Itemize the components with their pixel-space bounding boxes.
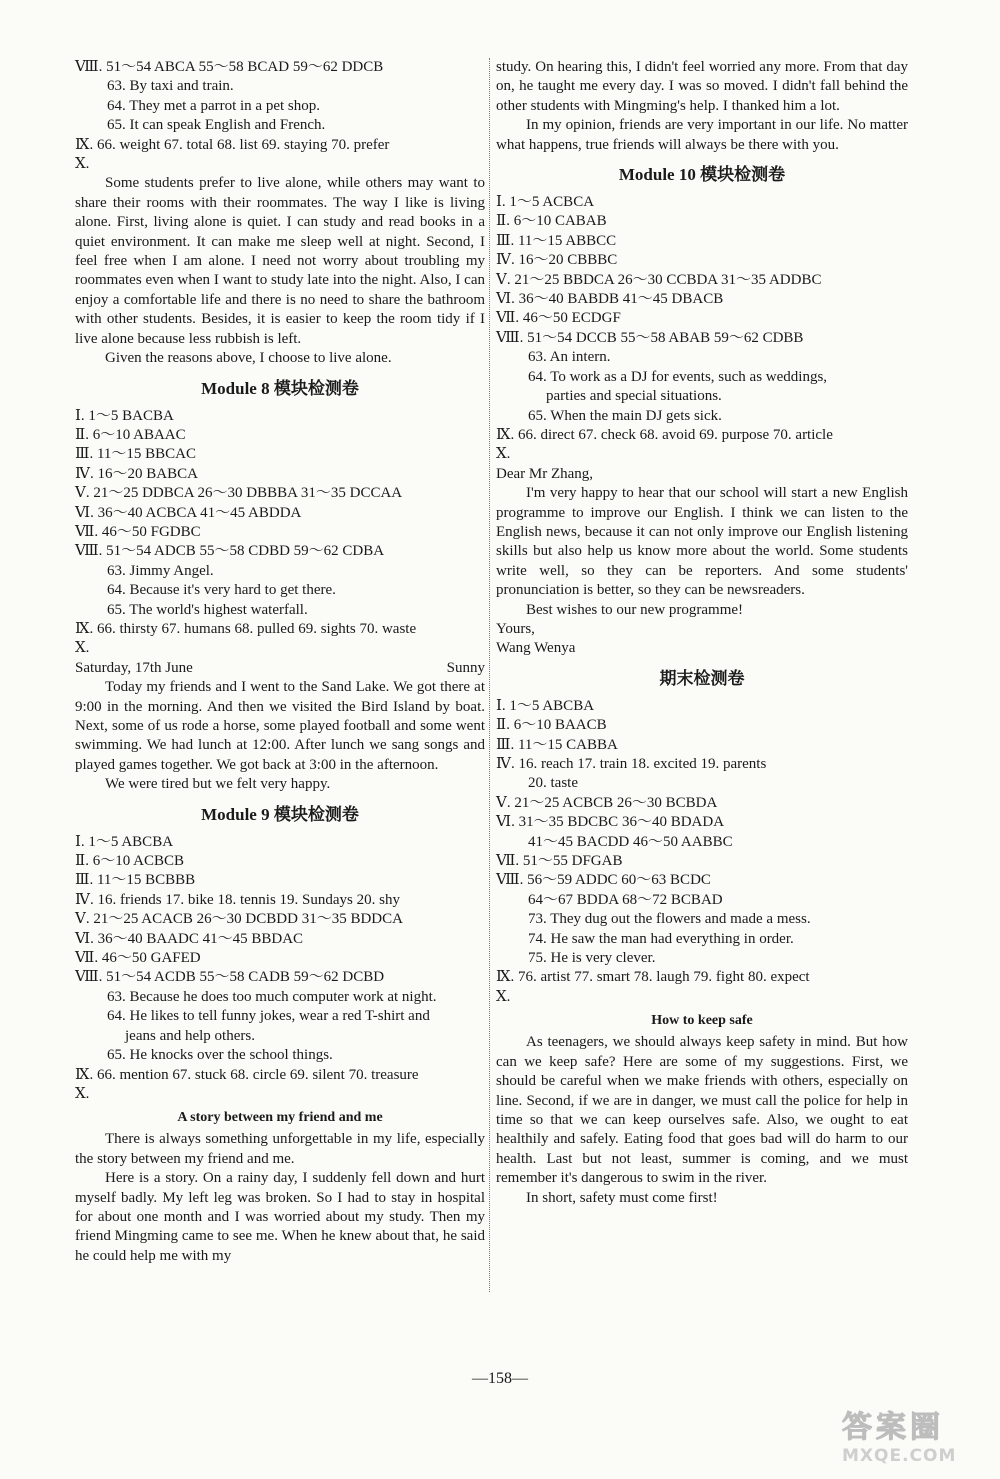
answer-line-vii: Ⅶ. 46～50 GAFED	[75, 950, 201, 967]
section-title-module-8: Module 8 模块检测卷	[201, 378, 359, 398]
answer-line-viii: Ⅷ. 51～54 ABCA 55～58 BCAD 59～62 DDCB	[75, 59, 384, 75]
answer-line-x: Ⅹ.	[496, 446, 511, 463]
answer-64: 64. To work as a DJ for events, such as weddings,	[528, 368, 828, 385]
diary-header	[75, 659, 485, 678]
answer-65: 65. It can speak English and French.	[107, 117, 326, 134]
answer-63: 63. Because he does too much computer work at night.	[107, 988, 437, 1005]
watermark-text: 答案圈	[842, 1410, 944, 1445]
answer-64: 64. They met a parrot in a pet shop.	[107, 97, 321, 114]
answer-73: 73. They dug out the flowers and made a mess.	[528, 911, 811, 928]
watermark-logo	[842, 1410, 992, 1474]
essay-paragraph: As teenagers, we should always keep safety in mind. But how can we keep safe? Here are some of my suggestions. First, we should be careful when we make friends with others, especially on line. Second, if we are in danger, we must call the police for help in time so that we can keep ourselves safe. Also, we ought to eat healthily and safely. Eating food that goes bad will do harm to our health. Last but not least, summer is coming, and we must remember it's dangerous to swim in the river.	[496, 1034, 908, 1187]
diary-date: Saturday, 17th June	[75, 659, 193, 676]
answer-line-vi-continued: 41～45 BACDD 46～50 AABBC	[528, 833, 733, 850]
answer-line-ii: Ⅱ. 6～10 CABAB	[496, 213, 607, 230]
answer-63: 63. An intern.	[528, 349, 611, 366]
answer-line-ix: Ⅸ. 66. mention 67. stuck 68. circle 69. silent 70. treasure	[75, 1066, 419, 1083]
diary-paragraph: Today my friends and I went to the Sand Lake. We got there at 9:00 in the morning. And then we visited the Bird Island by boat. Next, some of us rode a horse, some played football and some went swimming. We had lunch at 12:00. After lunch we sang songs and played games together. We got back at 3:00 in the afternoon.	[75, 679, 485, 773]
essay-title: How to keep safe	[651, 1013, 753, 1029]
section-title-final-exam: 期末检测卷	[659, 668, 745, 688]
column-divider	[489, 58, 490, 1292]
answer-line-viii: Ⅷ. 56～59 ADDC 60～63 BCDC	[496, 872, 711, 889]
answer-75: 75. He is very clever.	[528, 950, 656, 967]
answer-65: 65. When the main DJ gets sick.	[528, 407, 722, 424]
story-title: A story between my friend and me	[177, 1110, 383, 1126]
answer-line-iv: Ⅳ. 16. friends 17. bike 18. tennis 19. Sundays 20. shy	[75, 891, 400, 908]
answer-line-v: Ⅴ. 21～25 DDBCA 26～30 DBBBA 31～35 DCCAA	[75, 485, 403, 502]
answer-line-i: Ⅰ. 1～5 ACBCA	[496, 194, 595, 211]
watermark-site: MXQE.COM	[842, 1446, 957, 1466]
answer-64: 64. Because it's very hard to get there.	[107, 582, 336, 599]
letter-closing: Yours,	[496, 620, 535, 637]
answer-line-vi: Ⅵ. 36～40 ACBCA 41～45 ABDDA	[75, 504, 302, 521]
right-column	[496, 58, 908, 1208]
left-column	[75, 58, 485, 1266]
answer-line-v: Ⅴ. 21～25 ACBCB 26～30 BCBDA	[496, 794, 718, 811]
answer-line-iv: Ⅳ. 16～20 BABCA	[75, 465, 198, 482]
story-paragraph-continued: study. On hearing this, I didn't feel worried any more. From that day on, he taught me every day. I was so moved. I didn't fall behind the other students with Mingming's help. I thanked him a lot.	[496, 59, 908, 114]
letter-paragraph: I'm very happy to hear that our school will start a new English programme to improve our English. I think we can listen to the English news, because it can not only improve our English listening skills but also help us know more about the world. Some students write well, so they can be reporters. And some students' pronunciation is better, so they can be newsreaders.	[496, 485, 908, 599]
answer-line-ix: Ⅸ. 66. weight 67. total 68. list 69. staying 70. prefer	[75, 136, 390, 153]
answer-line-vi: Ⅵ. 36～40 BAADC 41～45 BBDAC	[75, 930, 304, 947]
letter-signature: Wang Wenya	[496, 640, 576, 657]
page-number: —158—	[472, 1370, 528, 1387]
section-title-module-10: Module 10 模块检测卷	[618, 165, 786, 185]
essay-paragraph: Given the reasons above, I choose to live alone.	[105, 350, 392, 367]
essay-paragraph: In short, safety must come first!	[526, 1189, 718, 1206]
answer-line-viii: Ⅷ. 51～54 DCCB 55～58 ABAB 59～62 CDBB	[496, 329, 804, 346]
answer-line-x: Ⅹ.	[75, 156, 90, 173]
answer-line-viii-continued: 64～67 BDDA 68～72 BCBAD	[528, 891, 723, 908]
answer-63: 63. Jimmy Angel.	[107, 562, 214, 579]
answer-65: 65. The world's highest waterfall.	[107, 601, 308, 618]
answer-65: 65. He knocks over the school things.	[107, 1047, 333, 1064]
answer-line-v: Ⅴ. 21～25 BBDCA 26～30 CCBDA 31～35 ADDBC	[496, 271, 822, 288]
answer-line-ix: Ⅸ. 76. artist 77. smart 78. laugh 79. fight 80. expect	[496, 969, 810, 986]
letter-paragraph: Best wishes to our new programme!	[526, 601, 744, 618]
answer-line-iv: Ⅳ. 16～20 CBBBC	[496, 252, 618, 269]
essay-paragraph: Some students prefer to live alone, while others may want to share their rooms with their roommates. The way I like is living alone. First, living alone is quiet. I can study and read books in a quiet environment. It can make me sleep well at night. Second, I feel free when I am alone. I need not worry about troubling my roommates even when I want to study late into the night. Also, I can enjoy a comfortable life and there is no need to share the bathroom with other students. Besides, it is easier to keep the room tidy if I live alone because less rubbish is left.	[75, 175, 485, 347]
answer-line-vi: Ⅵ. 36～40 BABDB 41～45 DBACB	[496, 291, 724, 308]
answer-line-iv-continued: 20. taste	[528, 775, 578, 792]
answer-line-i: Ⅰ. 1～5 ABCBA	[496, 697, 595, 714]
answer-line-x: Ⅹ.	[496, 988, 511, 1005]
answer-line-i: Ⅰ. 1～5 BACBA	[75, 407, 174, 424]
answer-line-ii: Ⅱ. 6～10 ABAAC	[75, 426, 186, 443]
answer-64-continued: jeans and help others.	[125, 1027, 255, 1044]
answer-line-iii: Ⅲ. 11～15 ABBCC	[496, 232, 617, 249]
story-paragraph: There is always something unforgettable in my life, especially the story between my friend and me.	[75, 1131, 485, 1167]
answer-line-iv: Ⅳ. 16. reach 17. train 18. excited 19. parents	[496, 756, 767, 772]
answer-line-ix: Ⅸ. 66. direct 67. check 68. avoid 69. purpose 70. article	[496, 426, 833, 443]
diary-weather: Sunny	[446, 659, 485, 676]
answer-74: 74. He saw the man had everything in order.	[528, 930, 794, 947]
answer-line-iii: Ⅲ. 11～15 CABBA	[496, 736, 618, 753]
letter-greeting: Dear Mr Zhang,	[496, 465, 594, 482]
answer-line-i: Ⅰ. 1～5 ABCBA	[75, 833, 174, 850]
answer-63: 63. By taxi and train.	[107, 78, 234, 95]
answer-line-ii: Ⅱ. 6～10 ACBCB	[75, 853, 184, 870]
answer-line-vii: Ⅶ. 46～50 FGDBC	[75, 523, 201, 540]
answer-64-continued: parties and special situations.	[546, 388, 722, 405]
diary-paragraph: We were tired but we felt very happy.	[105, 776, 331, 793]
answer-line-iii: Ⅲ. 11～15 BBCAC	[75, 446, 197, 463]
answer-line-viii: Ⅷ. 51～54 ADCB 55～58 CDBD 59～62 CDBA	[75, 543, 385, 560]
answer-line-vii: Ⅶ. 46～50 ECDGF	[496, 310, 621, 327]
answer-line-iii: Ⅲ. 11～15 BCBBB	[75, 872, 196, 889]
answer-line-x: Ⅹ.	[75, 640, 90, 657]
answer-line-v: Ⅴ. 21～25 ACACB 26～30 DCBDD 31～35 BDDCA	[75, 911, 403, 928]
answer-64: 64. He likes to tell funny jokes, wear a red T-shirt and	[107, 1008, 430, 1025]
story-paragraph: In my opinion, friends are very important in our life. No matter what happens, true friends will always be there with you.	[496, 117, 908, 153]
answer-line-x: Ⅹ.	[75, 1085, 90, 1102]
answer-line-vi: Ⅵ. 31～35 BDCBC 36～40 BDADA	[496, 814, 725, 831]
section-title-module-9: Module 9 模块检测卷	[201, 804, 359, 824]
answer-line-ii: Ⅱ. 6～10 BAACB	[496, 717, 607, 734]
answer-line-ix: Ⅸ. 66. thirsty 67. humans 68. pulled 69. sights 70. waste	[75, 620, 417, 637]
answer-line-vii: Ⅶ. 51～55 DFGAB	[496, 853, 623, 870]
answer-line-viii: Ⅷ. 51～54 ACDB 55～58 CADB 59～62 DCBD	[75, 969, 385, 986]
story-paragraph: Here is a story. On a rainy day, I suddenly fell down and hurt myself badly. My left leg was broken. So I had to stay in hospital for about one month and I was worried about my study. Then my friend Mingming came to see me. When he knew about that, he said he could help me with my	[75, 1170, 485, 1264]
